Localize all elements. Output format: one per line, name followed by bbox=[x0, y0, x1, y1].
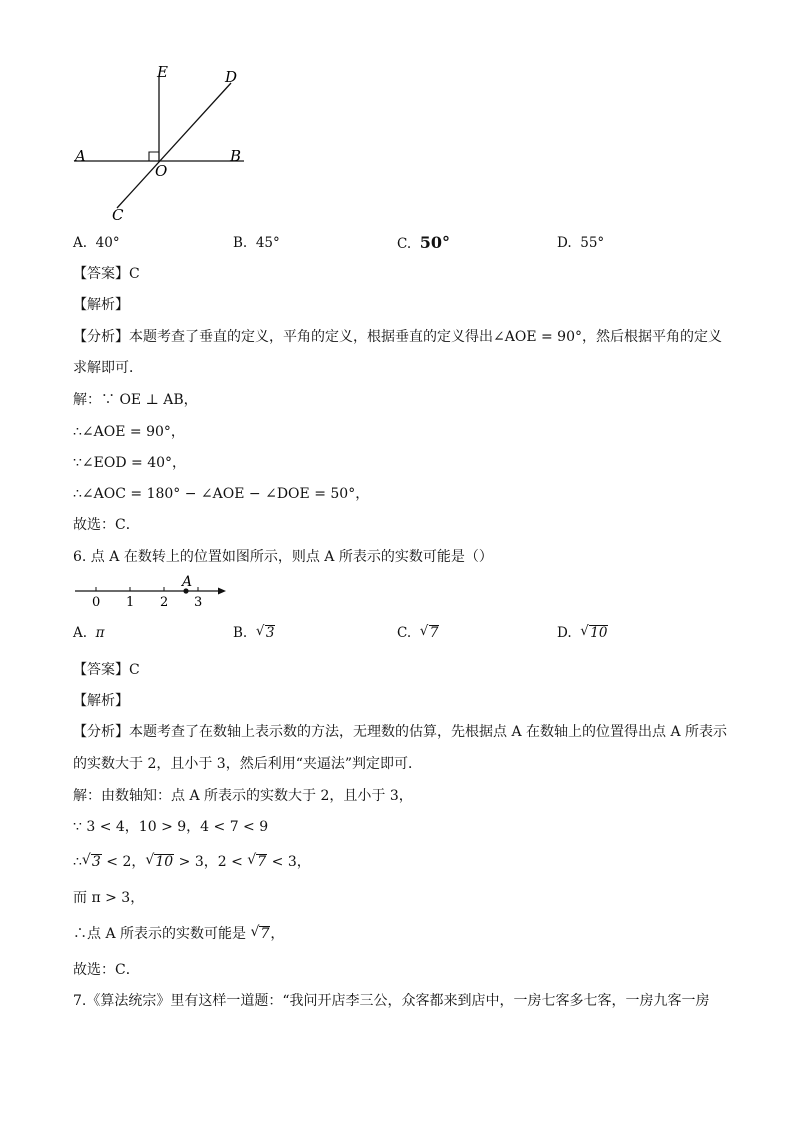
label-c: C bbox=[112, 206, 124, 224]
geometry-figure bbox=[60, 55, 260, 230]
q5-option-d: D. 55° bbox=[557, 235, 605, 251]
q5-analysis-line2: 求解即可． bbox=[73, 360, 143, 376]
q5-option-a: A. 40° bbox=[73, 235, 120, 251]
q5-solution-line2: ∴∠AOE = 90°， bbox=[73, 424, 185, 440]
q5-option-c: C. 50° bbox=[397, 233, 450, 252]
q7-stem: 7.《算法统宗》里有这样一道题：“我问开店李三公，众客都来到店中，一房七客多七客，一房九客一房 bbox=[73, 993, 710, 1009]
q6-option-b: B. √ 3 bbox=[233, 623, 275, 641]
label-b: B bbox=[230, 147, 242, 165]
q5-option-b: B. 45° bbox=[233, 235, 280, 251]
label-e: E bbox=[157, 63, 168, 81]
tick-label-0: 0 bbox=[92, 595, 101, 610]
right-angle-mark bbox=[149, 152, 159, 161]
q5-solution-line3: ∵∠EOD = 40°， bbox=[73, 455, 187, 471]
q5-solution-line1: 解：∵ OE ⊥ AB， bbox=[73, 392, 198, 408]
q5-choose: 故选：C． bbox=[73, 517, 140, 533]
q6-analysis-line2: 的实数大于 2，且小于 3，然后利用“夹逼法”判定即可． bbox=[73, 756, 423, 772]
q6-solution-line5: ∴点 A 所表示的实数可能是 √ 7， bbox=[73, 924, 285, 942]
q6-option-c: C. √ 7 bbox=[397, 623, 439, 641]
tick-label-3: 3 bbox=[194, 595, 203, 610]
label-o: O bbox=[155, 162, 168, 180]
q6-option-d: D. √ 10 bbox=[557, 623, 608, 641]
q5-analysis-head: 【解析】 bbox=[73, 297, 129, 313]
label-d: D bbox=[225, 68, 238, 86]
q6-solution-line2: ∵ 3 < 4，10 > 9，4 < 7 < 9 bbox=[73, 819, 269, 835]
q6-answer: 【答案】C bbox=[73, 662, 140, 678]
line-cd bbox=[117, 83, 231, 208]
tick-label-2: 2 bbox=[160, 595, 169, 610]
q5-solution-line4: ∴∠AOC = 180° − ∠AOE − ∠DOE = 50°， bbox=[73, 486, 370, 502]
q6-solution-line1: 解：由数轴知：点 A 所表示的实数大于 2，且小于 3， bbox=[73, 788, 413, 804]
q6-analysis-head: 【解析】 bbox=[73, 693, 129, 709]
q6-solution-line3: ∴ √ 3 < 2， √ 10 > 3，2 < √ 7 < 3， bbox=[73, 852, 311, 870]
number-line bbox=[70, 573, 235, 613]
q6-stem: 6. 点 A 在数转上的位置如图所示，则点 A 所表示的实数可能是（） bbox=[73, 549, 493, 565]
point-a-label: A bbox=[182, 574, 193, 590]
axis-arrow-icon bbox=[218, 588, 226, 595]
tick-label-1: 1 bbox=[126, 595, 135, 610]
q6-solution-line4: 而 π > 3， bbox=[73, 890, 145, 906]
q6-option-a: A. π bbox=[73, 625, 105, 641]
q5-analysis-line1: 【分析】本题考查了垂直的定义，平角的定义，根据垂直的定义得出∠AOE = 90°，然后根据平角的定义 bbox=[73, 329, 722, 345]
label-a: A bbox=[75, 147, 86, 165]
q6-choose: 故选：C． bbox=[73, 962, 140, 978]
q6-analysis-line1: 【分析】本题考查了在数轴上表示数的方法，无理数的估算，先根据点 A 在数轴上的位置得出点 A 所表示 bbox=[73, 724, 728, 740]
q5-answer: 【答案】C bbox=[73, 266, 140, 282]
